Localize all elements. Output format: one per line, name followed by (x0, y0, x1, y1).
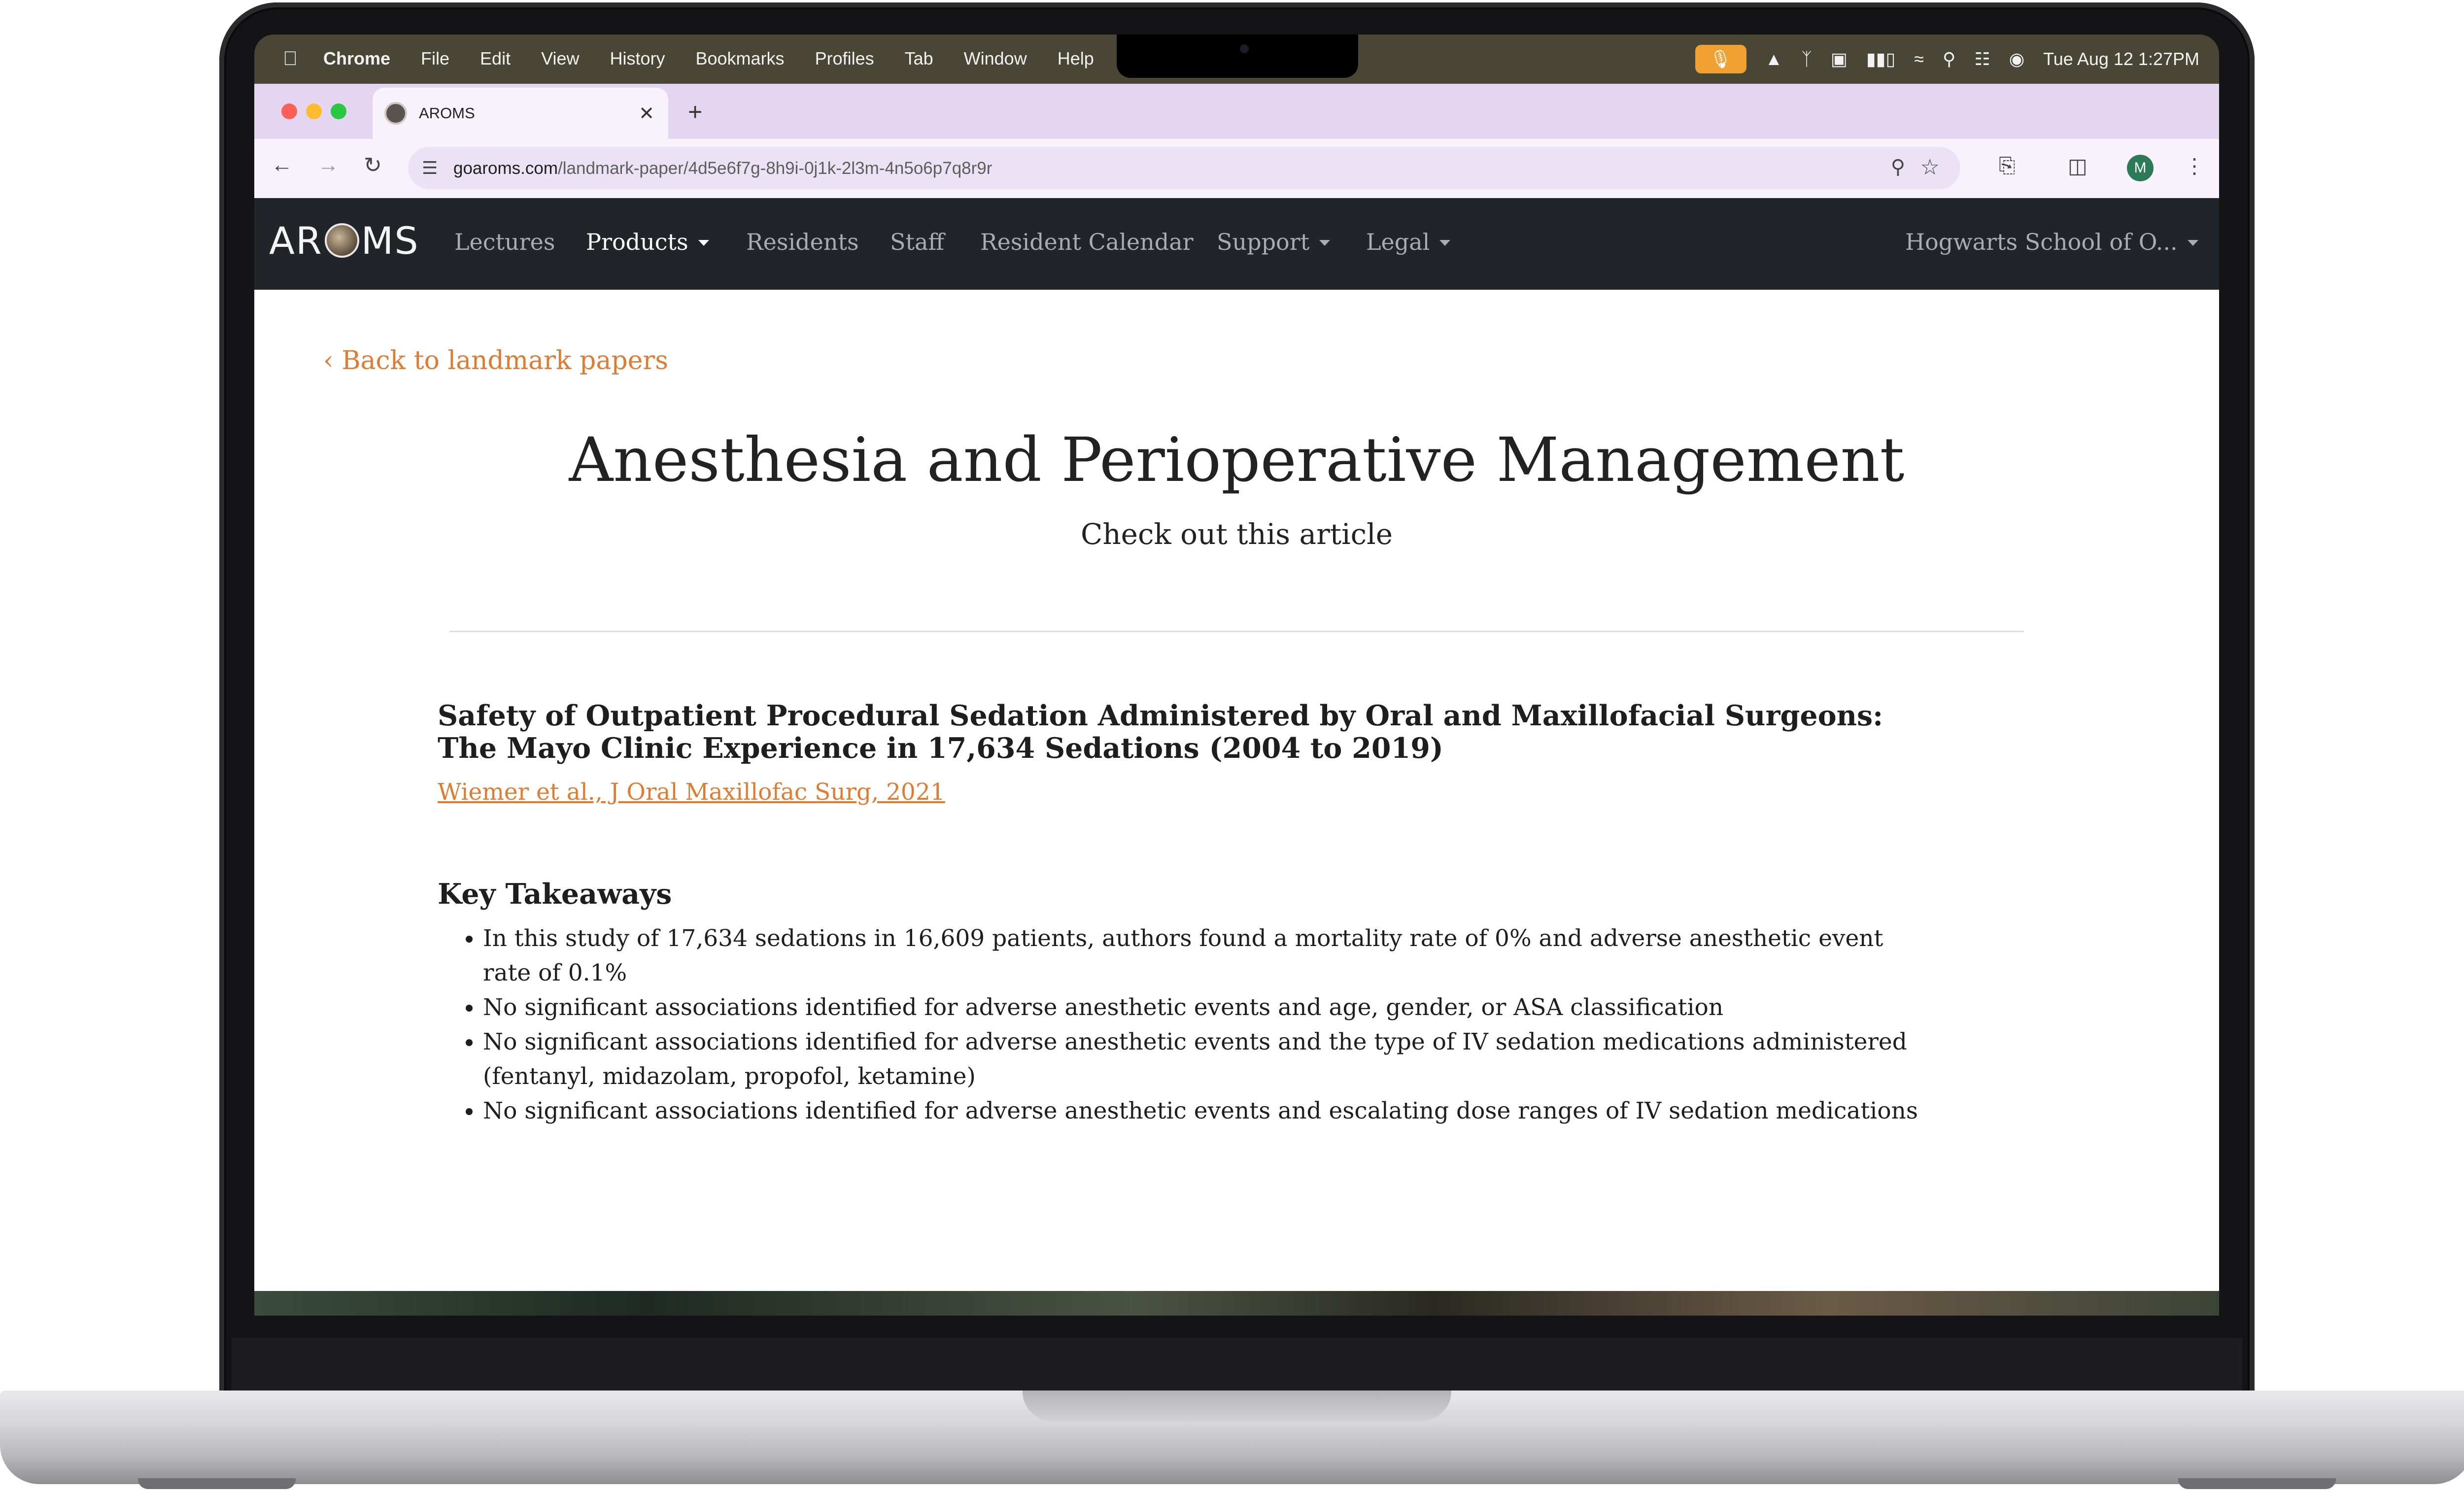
back-arrow-icon[interactable]: ← (271, 153, 293, 177)
url-path: /landmark-paper/4d5e6f7g-8h9i-0j1k-2l3m-4n5o6p7q8r9r (558, 159, 992, 178)
tab-title: AROMS (419, 104, 475, 122)
camera-lens (1240, 44, 1249, 53)
logo-globe-icon (325, 223, 359, 258)
section-divider (449, 631, 2024, 632)
menu-help[interactable]: Help (1057, 48, 1094, 68)
forward-arrow-icon[interactable]: → (317, 153, 339, 177)
menu-window[interactable]: Window (963, 48, 1027, 68)
key-takeaways-heading: Key Takeaways (438, 878, 672, 911)
control-center-icon[interactable]: ☷ (1974, 49, 1990, 69)
list-item: • In this study of 17,634 sedations in 16,609 patients, authors found a mortality rate of 0% and adverse anesthetic event rate of 0.1% (483, 921, 1927, 990)
menu-app-name[interactable]: Chrome (323, 48, 391, 68)
menu-profiles[interactable]: Profiles (815, 48, 874, 68)
nav-products[interactable] (586, 229, 709, 255)
browser-tab[interactable] (373, 88, 668, 139)
page-subtitle: Check out this article (1080, 517, 1393, 551)
bookmark-star-icon[interactable]: ☆ (1920, 155, 1940, 179)
nav-legal[interactable] (1366, 229, 1450, 255)
list-item: • No significant associations identified for adverse anesthetic events and the type of IV sedation medications administered (fentanyl, midazolam, propofol, ketamine) (483, 1025, 1927, 1094)
drive-icon[interactable]: ▲ (1765, 49, 1783, 69)
web-page (254, 198, 2219, 1291)
nav-support[interactable] (1217, 229, 1330, 255)
siri-icon[interactable]: ◉ (2009, 49, 2025, 69)
menu-history[interactable]: History (610, 48, 665, 68)
nav-institution-menu[interactable] (1905, 229, 2198, 255)
logo-text-right: MS (361, 219, 419, 263)
extensions-icon[interactable]: ⎘ (1999, 154, 2016, 177)
menu-view[interactable]: View (541, 48, 580, 68)
minimize-window-button[interactable] (306, 103, 322, 119)
nav-residents[interactable]: Residents (746, 229, 859, 255)
battery-icon[interactable]: ▮▮▯ (1866, 49, 1896, 69)
list-item: • No significant associations identified for adverse anesthetic events and escalating dose ranges of IV sedation medications (483, 1094, 1927, 1128)
nav-support-label: Support (1217, 229, 1310, 255)
close-tab-icon[interactable]: ✕ (639, 103, 654, 124)
nav-lectures[interactable]: Lectures (454, 229, 555, 255)
macos-menu-bar (254, 34, 2219, 84)
paper-title: Safety of Outpatient Procedural Sedation Administered by Oral and Maxillofacial Surgeons: The Mayo Clinic Experience in 17,634 Sedations (2004 to 2019) (438, 699, 1883, 765)
apple-icon[interactable] (283, 48, 298, 70)
desktop-wallpaper (254, 1291, 2219, 1316)
browser-tab-strip (254, 84, 2219, 139)
camera-notch (1117, 34, 1358, 78)
laptop-foot-left (138, 1478, 296, 1489)
chevron-down-icon (1439, 240, 1450, 246)
key-takeaways-list (438, 921, 2084, 1128)
spotlight-icon[interactable]: ⚲ (1943, 49, 1956, 69)
article-card (438, 700, 2084, 1128)
menu-clock[interactable]: Tue Aug 12 1:27PM (2043, 49, 2199, 69)
chevron-left-icon: ‹ (323, 346, 334, 375)
zoom-window-button[interactable] (331, 103, 346, 119)
nav-resident-calendar[interactable]: Resident Calendar (980, 229, 1194, 255)
nav-legal-label: Legal (1366, 229, 1430, 255)
chevron-down-icon (2188, 240, 2198, 246)
laptop-foot-right (2178, 1478, 2336, 1489)
nav-staff[interactable]: Staff (890, 229, 945, 255)
page-title: Anesthesia and Perioperative Management (569, 425, 1905, 496)
bluetooth-icon[interactable]: ᛉ (1801, 49, 1812, 69)
browser-toolbar (254, 139, 2219, 198)
site-info-icon[interactable]: ☰ (422, 158, 438, 178)
zoom-icon[interactable]: ⚲ (1890, 156, 1905, 178)
contact-card-icon[interactable]: ▣ (1830, 49, 1848, 69)
nav-institution-label: Hogwarts School of O... (1905, 229, 2178, 255)
favicon-icon (384, 102, 407, 125)
profile-avatar[interactable]: M (2127, 155, 2154, 181)
more-menu-icon[interactable]: ⋮ (2184, 154, 2205, 177)
reload-icon[interactable]: ↻ (364, 153, 382, 177)
aroms-logo[interactable] (269, 219, 419, 263)
menu-tab[interactable]: Tab (904, 48, 933, 68)
site-navbar (254, 198, 2219, 290)
url-host: goaroms.com (453, 159, 558, 178)
wifi-icon[interactable]: ≈ (1914, 49, 1924, 69)
back-to-landmark-papers-link[interactable] (323, 346, 668, 375)
menu-file[interactable]: File (421, 48, 450, 68)
app-menu (323, 48, 1125, 69)
logo-text-left: AR (269, 219, 323, 263)
close-window-button[interactable] (281, 103, 297, 119)
chevron-down-icon (1319, 240, 1330, 246)
menu-edit[interactable]: Edit (480, 48, 511, 68)
list-item: • No significant associations identified for adverse anesthetic events and age, gender, or ASA classification (483, 990, 1927, 1025)
cast-search-icon[interactable]: ◫ (2068, 154, 2088, 177)
microphone-icon[interactable]: 🎙 (1695, 45, 1746, 73)
laptop-thumb-notch (1023, 1391, 1451, 1421)
new-tab-icon[interactable]: + (688, 98, 703, 126)
back-link-label: Back to landmark papers (342, 346, 668, 375)
nav-products-label: Products (586, 229, 688, 255)
laptop-screen (254, 34, 2219, 1316)
address-bar[interactable] (408, 147, 1960, 189)
status-area (1695, 44, 2199, 74)
url-text[interactable] (453, 159, 992, 178)
chevron-down-icon (698, 240, 709, 246)
citation-link[interactable]: Wiemer et al., J Oral Maxillofac Surg, 2021 (438, 779, 945, 806)
menu-bookmarks[interactable]: Bookmarks (695, 48, 785, 68)
